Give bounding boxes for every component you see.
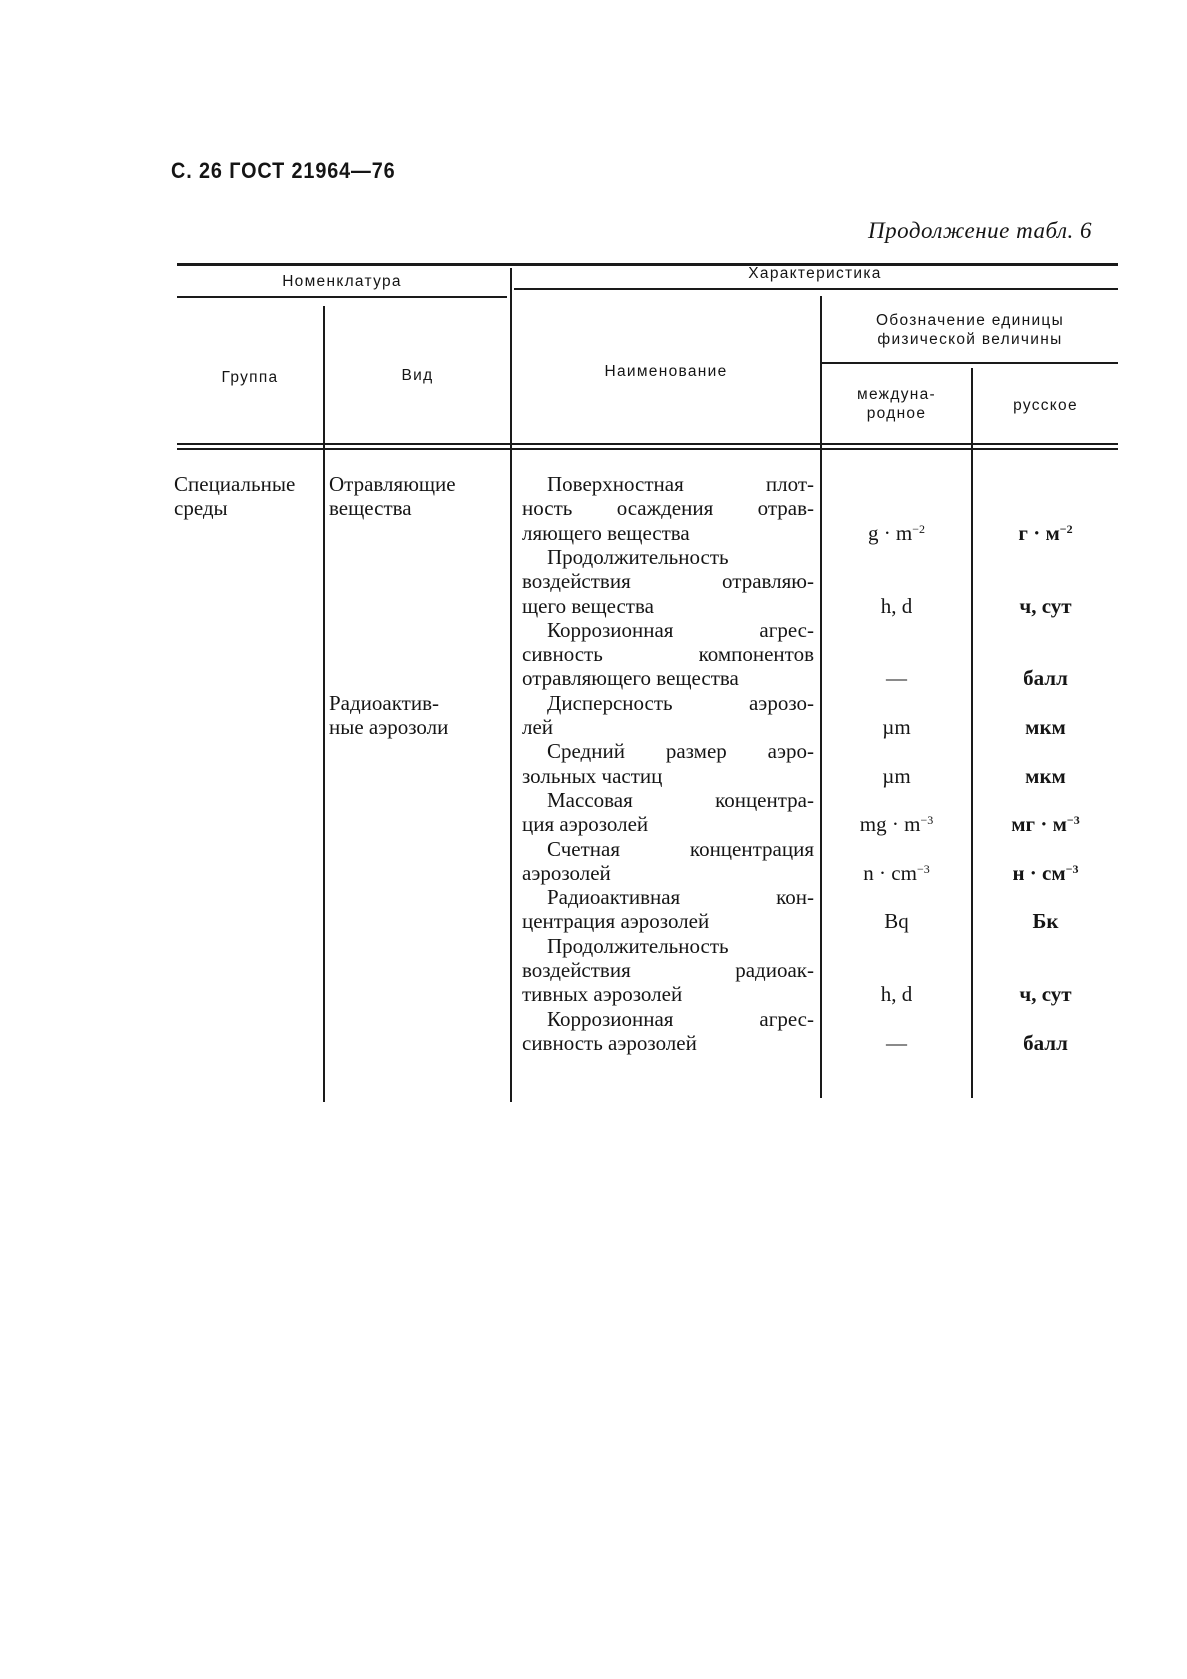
unit-russian-base: Бк [1032,909,1059,934]
name-line: Счетная концентрация [547,836,814,861]
name-line: ность осаждения отрав- [522,496,814,521]
name-line: воздействия радиоак- [522,958,814,982]
unit-international-base: — [886,666,907,691]
unit-exponent: −3 [920,813,934,828]
name-line: Массовая концентра- [547,787,814,812]
unit-international-base: h, d [880,982,913,1007]
characteristic-rule [514,288,1118,290]
unit-russian [973,666,1118,690]
unit-russian [973,1031,1118,1055]
unit-russian [973,812,1118,836]
unit-exponent: −2 [1059,521,1073,536]
unit-international [822,521,971,545]
header-nomenclature: Номенклатура [282,273,402,290]
kind-cell: Отравляющие [329,472,456,496]
name-line: Поверхностная плот- [547,472,814,496]
unit-russian-base: г · м [1018,520,1060,545]
unit-exponent: −3 [916,861,930,876]
name-line: сивность компонентов [522,642,814,667]
name-line: Продолжительность [547,933,729,958]
unit-exponent: −3 [1065,861,1079,876]
unit-international [822,666,971,690]
unit-russian [973,982,1118,1006]
column-divider-nomenclature [510,268,512,1102]
group-cell: Специальные [174,472,296,496]
unit-russian-base: балл [1023,666,1068,691]
header-russian: русское [1013,397,1078,414]
unit-international [822,1031,971,1055]
header-characteristic: Характеристика [748,265,882,282]
unit-international [822,764,971,788]
unit-international-base: n · cm [863,860,917,885]
name-line: Дисперсность аэрозо- [547,690,814,715]
unit-russian-base: мг · м [1011,812,1067,837]
kind-cell: вещества [329,496,412,521]
unit-russian-base: н · см [1012,860,1066,885]
name-line: щего вещества [522,593,654,618]
name-line: лей [522,715,554,739]
unit-international-base: h, d [880,593,913,618]
name-line: отравляющего вещества [522,666,739,691]
unit-russian [973,764,1118,788]
unit-russian [973,594,1118,618]
page-header: С. 26 ГОСТ 21964—76 [171,158,396,183]
unit-international-base: — [886,1030,907,1055]
unit-international [822,594,971,618]
name-line: Радиоактивная кон- [547,885,814,910]
unit-international-base: µm [882,715,911,739]
name-line: зольных частиц [522,763,663,788]
header-international: междуна- родное [856,386,936,422]
name-line: центрация аэрозолей [522,909,710,934]
unit-russian [973,521,1118,545]
kind-cell: Радиоактив- [329,690,439,715]
unit-international [822,715,971,739]
header-unit-designation: Обозначение единицы физической величины [875,312,1065,348]
name-line: сивность аэрозолей [522,1030,697,1055]
unit-russian [973,715,1118,739]
table-continuation-label: Продолжение табл. 6 [868,218,1092,243]
name-line: Коррозионная агрес- [547,617,814,642]
unit-russian [973,909,1118,933]
unit-international [822,982,971,1006]
kind-cell: ные аэрозоли [329,715,449,739]
name-line: ция аэрозолей [522,812,649,837]
name-line: тивных аэрозолей [522,982,683,1007]
header-double-rule-2 [177,448,1118,450]
name-line: аэрозолей [522,860,611,885]
name-line: Средний размер аэро- [547,739,814,764]
unit-russian-base: ч, сут [1019,593,1072,618]
header-name: Наименование [604,363,728,380]
column-divider-group [323,306,325,1102]
unit-international [822,861,971,885]
unit-international [822,812,971,836]
nomenclature-rule [177,296,507,298]
header-double-rule-1 [177,443,1118,445]
header-kind: Вид [401,367,434,384]
name-line: Коррозионная агрес- [547,1006,814,1031]
unit-exponent: −2 [912,521,926,536]
name-line: Продолжительность [547,544,729,569]
unit-russian-base: ч, сут [1019,982,1072,1007]
unit-exponent: −3 [1066,813,1080,828]
name-line: воздействия отравляю- [522,569,814,594]
unit-russian-base: балл [1023,1030,1068,1055]
unit-international-base: g · m [867,520,913,545]
header-group: Группа [221,369,279,386]
unit-international-base: mg · m [859,812,921,837]
group-cell: среды [174,496,228,521]
unit-russian-base: мкм [1025,763,1066,788]
unit-russian [973,861,1118,885]
unit-international-base: Bq [884,909,909,934]
unit-designation-rule [822,362,1118,364]
unit-russian-base: мкм [1025,715,1066,739]
unit-international [822,909,971,933]
name-line: ляющего вещества [522,520,690,545]
unit-international-base: µm [882,763,911,788]
